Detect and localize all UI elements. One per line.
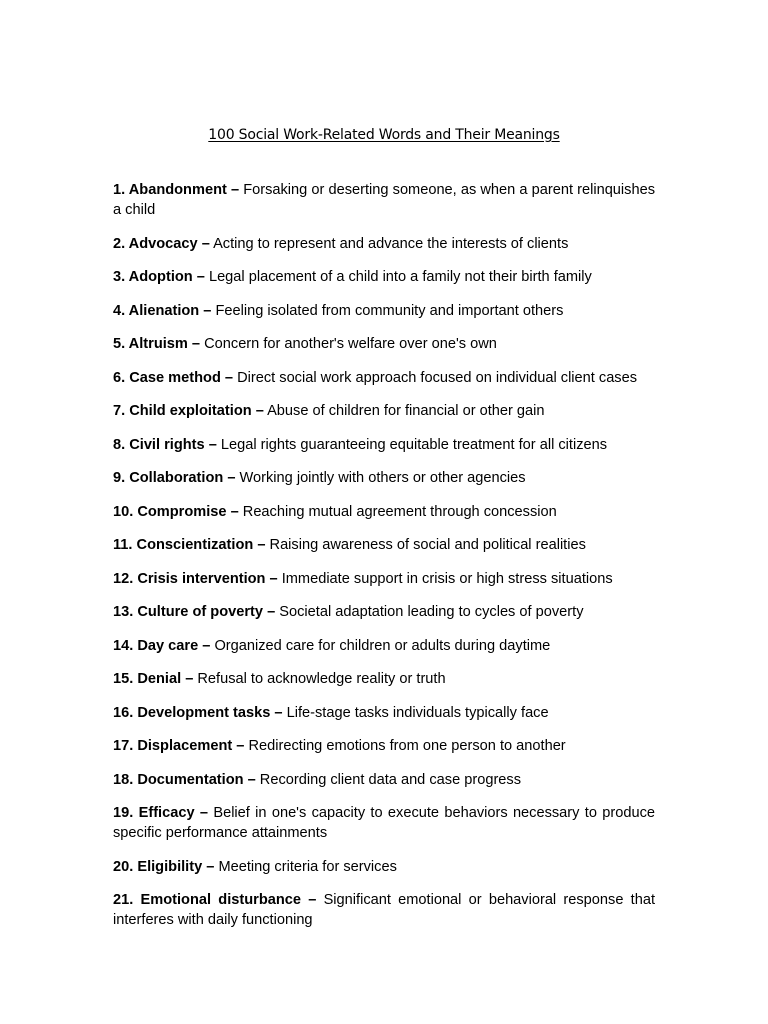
term-item bbox=[113, 267, 655, 287]
term-heading: 9. Collaboration – bbox=[113, 470, 236, 486]
term-item bbox=[113, 301, 655, 321]
term-heading: 13. Culture of poverty – bbox=[113, 604, 276, 620]
term-heading: 21. Emotional disturbance – bbox=[113, 892, 317, 908]
term-heading: 5. Altruism – bbox=[113, 336, 201, 352]
term-definition: Feeling isolated from community and important others bbox=[215, 302, 564, 319]
term-definition: Acting to represent and advance the interests of clients bbox=[213, 235, 569, 252]
term-heading: 10. Compromise – bbox=[113, 503, 239, 520]
term-item bbox=[113, 234, 655, 254]
term-item bbox=[113, 703, 655, 723]
term-heading: 18. Documentation – bbox=[113, 771, 256, 788]
term-item bbox=[113, 736, 655, 756]
term-heading: 15. Denial – bbox=[113, 671, 194, 687]
term-heading: 2. Advocacy – bbox=[113, 235, 210, 252]
term-item bbox=[113, 857, 655, 877]
term-definition: Belief in one's capacity to execute behaviors necessary to produce specific performance attainments bbox=[113, 805, 655, 841]
term-heading: 8. Civil rights – bbox=[113, 436, 217, 453]
term-heading: 4. Alienation – bbox=[113, 302, 212, 319]
term-item bbox=[113, 401, 655, 421]
term-item bbox=[113, 468, 655, 488]
term-definition: Concern for another's welfare over one's own bbox=[204, 336, 497, 352]
term-definition: Refusal to acknowledge reality or truth bbox=[197, 671, 446, 687]
term-item bbox=[113, 334, 655, 354]
term-definition: Immediate support in crisis or high stress situations bbox=[281, 570, 613, 587]
term-definition: Forsaking or deserting someone, as when a parent relinquishes a child bbox=[113, 182, 655, 218]
term-item bbox=[113, 368, 655, 388]
term-heading: 20. Eligibility – bbox=[113, 858, 215, 875]
term-definition: Significant emotional or behavioral response that interferes with daily functioning bbox=[113, 892, 656, 928]
term-item bbox=[113, 180, 655, 220]
term-definition: Abuse of children for financial or other gain bbox=[267, 403, 545, 419]
term-definition: Reaching mutual agreement through concession bbox=[242, 503, 557, 520]
term-definition: Working jointly with others or other agencies bbox=[239, 470, 526, 486]
term-definition: Meeting criteria for services bbox=[218, 858, 397, 875]
term-definition: Raising awareness of social and political realities bbox=[269, 537, 586, 553]
term-definition: Legal rights guaranteeing equitable treatment for all citizens bbox=[220, 436, 608, 453]
term-heading: 7. Child exploitation – bbox=[113, 403, 264, 419]
term-definition: Recording client data and case progress bbox=[259, 771, 522, 788]
term-item bbox=[113, 435, 655, 455]
term-definition: Redirecting emotions from one person to another bbox=[248, 738, 566, 754]
term-definition: Societal adaptation leading to cycles of poverty bbox=[279, 604, 584, 620]
term-heading: 14. Day care – bbox=[113, 637, 211, 654]
term-definition: Legal placement of a child into a family not their birth family bbox=[208, 269, 592, 285]
term-item bbox=[113, 502, 655, 522]
term-item bbox=[113, 669, 655, 689]
term-item bbox=[113, 770, 655, 790]
term-definition: Life-stage tasks individuals typically face bbox=[286, 704, 549, 721]
term-heading: 6. Case method – bbox=[113, 369, 234, 386]
term-heading: 1. Abandonment – bbox=[113, 182, 240, 198]
term-item bbox=[113, 890, 655, 930]
term-heading: 19. Efficacy – bbox=[113, 805, 209, 821]
term-heading: 11. Conscientization – bbox=[113, 537, 266, 553]
term-item bbox=[113, 535, 655, 555]
term-list bbox=[113, 180, 655, 944]
term-item bbox=[113, 803, 655, 843]
term-heading: 16. Development tasks – bbox=[113, 704, 283, 721]
term-definition: Direct social work approach focused on individual client cases bbox=[237, 369, 638, 386]
term-item bbox=[113, 636, 655, 656]
term-heading: 12. Crisis intervention – bbox=[113, 570, 278, 587]
term-heading: 3. Adoption – bbox=[113, 269, 205, 285]
document-title: 100 Social Work-Related Words and Their Meanings bbox=[208, 127, 560, 143]
term-definition: Organized care for children or adults during daytime bbox=[214, 637, 551, 654]
term-item bbox=[113, 602, 655, 622]
term-heading: 17. Displacement – bbox=[113, 738, 245, 754]
term-item bbox=[113, 569, 655, 589]
